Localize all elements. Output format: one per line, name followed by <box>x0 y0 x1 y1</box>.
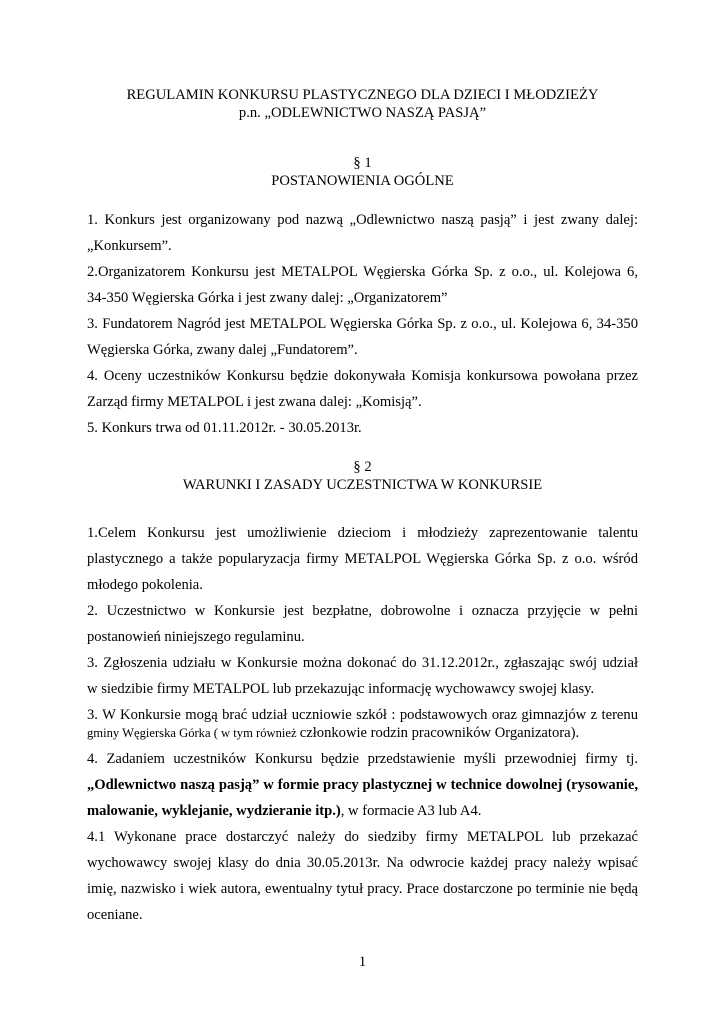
paragraph-line <box>87 724 579 742</box>
paragraph-line: wychowawcy swojej klasy do dnia 30.05.2013r. Na odwrocie każdej pracy należy wpisać <box>87 855 638 871</box>
section-1-heading: POSTANOWIENIA OGÓLNE <box>271 173 454 189</box>
page-number: 1 <box>358 954 367 970</box>
paragraph-line: postanowień niniejszego regulaminu. <box>87 629 305 645</box>
section-2-heading: WARUNKI I ZASADY UCZESTNICTWA W KONKURSIE <box>182 477 543 493</box>
paragraph-line: 34-350 Węgierska Górka i jest zwany dalej: „Organizatorem” <box>87 290 448 306</box>
paragraph-line-small: gminy Węgierska Górka ( w tym również <box>87 726 300 740</box>
paragraph-line-bold: „Odlewnictwo naszą pasją” w formie pracy plastycznej w technice dowolnej (rysowanie, <box>87 777 638 793</box>
paragraph-line: 3. Fundatorem Nagród jest METALPOL Węgierska Górka Sp. z o.o., ul. Kolejowa 6, 34-350 <box>87 316 638 332</box>
paragraph-line: plastycznego a także popularyzacja firmy METALPOL Węgierska Górka Sp. z o.o. wśród <box>87 551 638 567</box>
paragraph-line: 3. Zgłoszenia udziału w Konkursie można dokonać do 31.12.2012r., zgłaszając swój udział <box>87 655 638 671</box>
paragraph-line: 5. Konkurs trwa od 01.11.2012r. - 30.05.2013r. <box>87 420 362 436</box>
paragraph-line-bold-part: malowanie, wyklejanie, wydzieranie itp.) <box>87 803 341 819</box>
paragraph-line <box>87 802 481 820</box>
document-title: REGULAMIN KONKURSU PLASTYCZNEGO DLA DZIECI I MŁODZIEŻY <box>126 87 599 103</box>
paragraph-line: 3. W Konkursie mogą brać udział uczniowie szkół : podstawowych oraz gimnazjów z terenu <box>87 707 638 723</box>
paragraph-line: 4. Oceny uczestników Konkursu będzie dokonywała Komisja konkursowa powołana przez <box>87 368 638 384</box>
section-1-number: § 1 <box>353 155 372 171</box>
paragraph-line: w siedzibie firmy METALPOL lub przekazując informację wychowawcy swojej klasy. <box>87 681 595 697</box>
paragraph-line: 4.1 Wykonane prace dostarczyć należy do siedziby firmy METALPOL lub przekazać <box>87 829 638 845</box>
paragraph-line: imię, nazwisko i wiek autora, ewentualny tytuł pracy. Prace dostarczone po terminie nie będą <box>87 881 638 897</box>
document-subtitle: p.n. „ODLEWNICTWO NASZĄ PASJĄ” <box>238 105 487 121</box>
paragraph-line: Zarząd firmy METALPOL i jest zwana dalej: „Komisją”. <box>87 394 422 410</box>
paragraph-line: młodego pokolenia. <box>87 577 203 593</box>
paragraph-line: 1.Celem Konkursu jest umożliwienie dzieciom i młodzieży zaprezentowanie talentu <box>87 525 638 541</box>
paragraph-line: oceniane. <box>87 907 143 923</box>
section-2-number: § 2 <box>353 459 372 475</box>
paragraph-line-rest: członkowie rodzin pracowników Organizatora). <box>299 725 580 741</box>
paragraph-line: Węgierska Górka, zwany dalej „Fundatorem”. <box>87 342 358 358</box>
paragraph-line-rest: , w formacie A3 lub A4. <box>340 803 482 819</box>
paragraph-line: „Konkursem”. <box>87 238 172 254</box>
paragraph-line: 2.Organizatorem Konkursu jest METALPOL Węgierska Górka Sp. z o.o., ul. Kolejowa 6, <box>87 264 638 280</box>
paragraph-line: 4. Zadaniem uczestników Konkursu będzie przedstawienie myśli przewodniej firmy tj. <box>87 751 638 767</box>
paragraph-line: 1. Konkurs jest organizowany pod nazwą „Odlewnictwo naszą pasją” i jest zwany dalej: <box>87 212 638 228</box>
paragraph-line: 2. Uczestnictwo w Konkursie jest bezpłatne, dobrowolne i oznacza przyjęcie w pełni <box>87 603 638 619</box>
